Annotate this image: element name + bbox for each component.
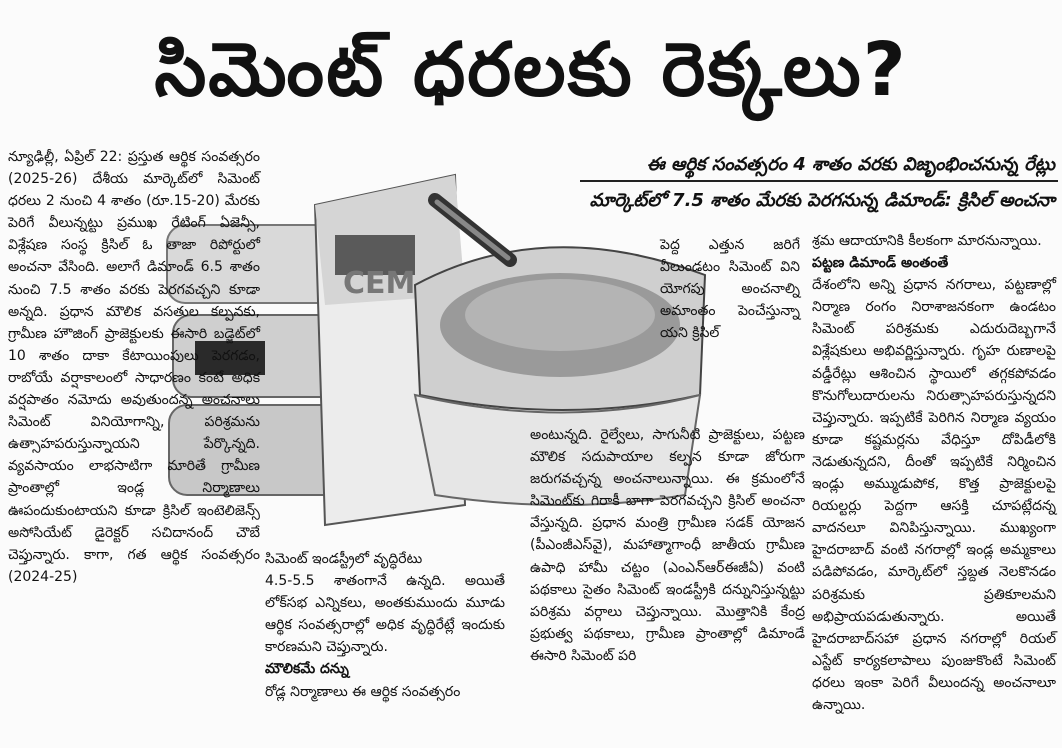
column-2-subhead: మౌలికమే దన్ను	[265, 661, 349, 678]
article-column-2	[265, 548, 505, 746]
column-4-subhead: పట్టణ డిమాండ్ అంతంతే	[812, 255, 949, 272]
deck-line-2: మార్కెట్‌లో 7.5 శాతం మేరకు పెరగనున్న డిమాండ్: క్రిసిల్ అంచనా	[589, 190, 1055, 211]
article-column-3	[530, 424, 805, 746]
column-1-text: న్యూఢిల్లీ, ఏప్రిల్ 22: ప్రస్తుత ఆర్థిక సంవత్సరం (2025-26) దేశీయ మార్కెట్‌లో సిమెంట్ ధరలు 2 నుంచి 4 శాతం (రూ.15-20) మేరకు పెరిగే వీలున్నట్టు ప్రముఖ రేటింగ్ ఏజెన్సీ, విశ్లేషణ సంస్థ క్రిసిల్ ఓ తాజా రిపోర్టులో అంచనా వేసింది. అలాగే డిమాండ్ 6.5 శాతం నుంచి 7.5 శాతం వరకు పెరగవచ్చని కూడా అన్నది. ప్రధాన మౌలిక వసతుల కల్పనకు, గ్రామీణ హౌజింగ్ ప్రాజెక్టులకు ఈసారి బడ్జెట్‌లో 10 శాతం దాకా కేటాయింపులు పెరగడం, రాబోయే వర్షాకాలంలో సాధారణం కంటే అధిక వర్షపాతం నమోదు అవుతుందన్న అంచనాలు సిమెంట్ వినియోగాన్ని, పరిశ్రమను ఉత్సాహపరుస్తున్నాయని పేర్కొన్నది. వ్యవసాయం లాభసాటిగా మారితే గ్రామీణ ప్రాంతాల్లో ఇండ్ల నిర్మాణాలు ఊపందుకుంటాయని కూడా క్రిసిల్ ఇంటెలిజెన్స్ అసోసియేట్ డైరెక్టర్ సచిదానంద్ చౌబే చెప్తున్నారు. కాగా, గత ఆర్థిక సంవత్సరం (2024-25)	[8, 149, 260, 585]
column-3-top-text: పెద్ద ఎత్తున జరిగే వీలుండటం సిమెంట్ విని యోగపు అంచనాల్ని అమాంతం పెంచేస్తున్నా యని క్రిసిల్	[660, 237, 800, 342]
column-2-lead: సిమెంట్ ఇండస్ట్రీలో వృద్ధిరేటు	[265, 551, 423, 567]
column-4-text: దేశంలోని అన్ని ప్రధాన నగరాలు, పట్టణాల్లో నిర్మాణ రంగం నిరాశాజనకంగా ఉండటం సిమెంట్ పరిశ్రమకు ఎదురుదెబ్బగానే విశ్లేషకులు అభివర్ణిస్తున్నారు. గృహ రుణాలపై వడ్డీరేట్లు ఆశించిన స్థాయిలో తగ్గకపోవడం కొనుగోలుదారులను నిరుత్సాహపరుస్తున్నదని చెప్తున్నారు. ఇప్పటికే పెరిగిన నిర్మాణ వ్యయం కూడా కష్టమర్లను వేధిస్తూ దోపిడీలోకి నెడుతున్నదని, దీంతో ఇప్పటికే నిర్మించిన ఇండ్లు అమ్ముడుపోక, కొత్త ప్రాజెక్టులపై రియల్టర్లు పెద్దగా ఆసక్తి చూపట్లేదన్న వాదనలూ వినిపిస్తున్నాయి. ముఖ్యంగా హైదరాబాద్ వంటి నగరాల్లో ఇండ్ల అమ్మకాలు పడిపోవడం, మార్కెట్‌లో స్తబ్దత నెలకొనడం పరిశ్రమకు ప్రతికూలమని అభిప్రాయపడుతున్నారు. అయితే హైదరాబాద్‌సహా ప్రధాన నగరాల్లో రియల్ ఎస్టేట్ కార్యకలాపాలు పుంజుకొంటే సిమెంట్ ధరలు ఇంకా పెరిగే వీలుందన్న అంచనాలూ ఉన్నాయి.	[812, 277, 1056, 713]
article-column-4	[812, 230, 1056, 745]
headline: సిమెంట్ ధరలకు రెక్కలు?	[154, 27, 908, 113]
column-2-text: 4.5-5.5 శాతంగానే ఉన్నది. అయితే లోక్‌సభ ఎన్నికలు, అంతకుముందు మూడు ఆర్థిక సంవత్సరాల్లో అధిక వృద్ధిరేట్లే ఇందుకు కారణమని చెప్తున్నారు.	[265, 573, 505, 656]
column-3-text: అంటున్నది. రైల్వేలు, సాగునీటి ప్రాజెక్టులు, పట్టణ మౌలిక సదుపాయాల కల్పన కూడా జోరుగా జరుగవచ్చన్న అంచనాలున్నాయి. ఈ క్రమంలోనే సిమెంట్‌కు గిరాకీ బాగా పెరగవచ్చని క్రిసిల్ అంచనా వేస్తున్నది. ప్రధాన మంత్రి గ్రామీణ సడక్ యోజన (పీఎంజీఎస్‌వై), మహాత్మాగాంధీ జాతీయ గ్రామీణ ఉపాధి హామీ చట్టం (ఎంఎన్‌ఆర్‌ఈజీఏ) వంటి పథకాలు సైతం సిమెంట్ ఇండస్ట్రీకి దన్నునిస్తున్నట్టు పరిశ్రమ వర్గాలు చెప్తున్నాయి. మొత్తానికి కేంద్ర ప్రభుత్వ పథకాలు, గ్రామీణ ప్రాంతాల్లో డిమాండే ఈసారి సిమెంట్ పరి	[530, 427, 805, 664]
column-4-top: శ్రమ ఆదాయానికి కీలకంగా మారనున్నాయి.	[812, 233, 1042, 249]
article-column-1	[8, 146, 260, 585]
column-2-tail: రోడ్ల నిర్మాణాలు ఈ ఆర్థిక సంవత్సరం	[265, 683, 461, 700]
article-column-3-top	[660, 234, 800, 424]
bag-label: CEM	[343, 266, 416, 301]
deck-line-1: ఈ ఆర్థిక సంవత్సరం 4 శాతం వరకు విజృంభించనున్న రేట్లు	[646, 154, 1055, 175]
